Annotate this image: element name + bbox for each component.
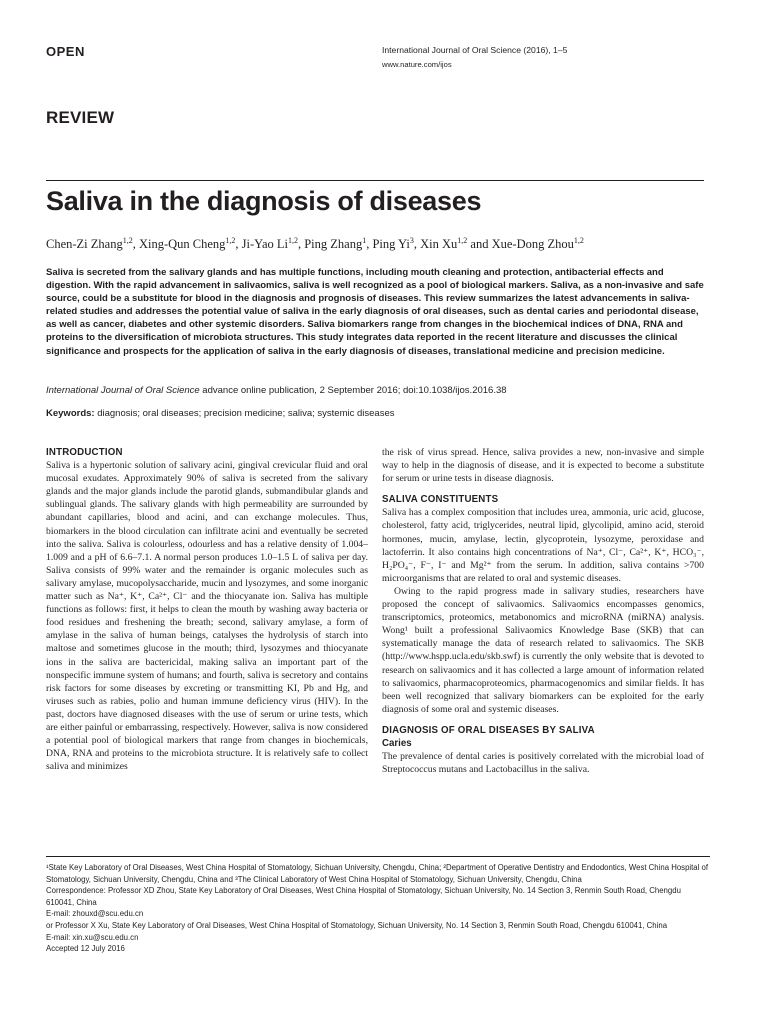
keywords-list: diagnosis; oral diseases; precision medicine; saliva; systemic diseases (97, 408, 395, 419)
author-name: Chen-Zi Zhang (46, 237, 123, 252)
footnote-divider (46, 856, 710, 857)
section-heading-oral-diseases: DIAGNOSIS OF ORAL DISEASES BY SALIVA (382, 724, 595, 736)
keywords-label: Keywords: (46, 408, 95, 419)
article-type-label: REVIEW (46, 108, 115, 127)
introduction-paragraph-continued: the risk of virus spread. Hence, saliva provides a new, non-invasive and simple way to help in the diagnosis of disease, and it is expected to become a substitute for serum or urine tests in disease diagnosis. (382, 447, 704, 485)
author-name: Ping Yi (372, 237, 410, 252)
author-affiliation: 1,2 (225, 236, 236, 245)
author-name: Xing-Qun Cheng (138, 237, 226, 252)
citation-details: advance online publication, 2 September 2016; doi:10.1038/ijos.2016.38 (199, 385, 507, 396)
caries-paragraph: The prevalence of dental caries is positively correlated with the microbial load of Streptococcus mutans and Lactobacillus in the saliva. (382, 751, 704, 776)
author-affiliation: 1 (362, 236, 367, 245)
open-access-label: OPEN (46, 44, 85, 59)
correspondence-footnote: Correspondence: Professor XD Zhou, State Key Laboratory of Oral Diseases, West China Hospital of Stomatology, Sichuan University, No. 14 Section 3, Renmin South Road, Chengdu 610041, China (46, 886, 681, 907)
author-name: Ping Zhang (304, 237, 363, 252)
author-affiliation: 3 (409, 236, 414, 245)
right-column (382, 446, 704, 776)
title-divider (46, 180, 704, 181)
accepted-date: Accepted 12 July 2016 (46, 944, 125, 954)
author-affiliation: 1,2 (457, 236, 468, 245)
author-list: Chen-Zi Zhang$^{1,2}$, Xing-Qun Cheng$^{1,2}$, Ji-Yao Li$^{1,2}$, Ping Zhang$^1$, Ping Yi$^3$, Xin Xu$^{1,2}$ and Xue-Dong Zhou$^{1,2}$ (46, 236, 584, 252)
correspondence-footnote-alt: or Professor X Xu, State Key Laboratory of Oral Diseases, West China Hospital of Stomatology, Sichuan University, No. 14 Section 3, Renmin South Road, Chengdu 610041, China (46, 920, 668, 930)
footnotes (46, 862, 710, 955)
author-name: Xue-Dong Zhou (491, 237, 574, 252)
citation-line (46, 384, 710, 397)
email-xu[interactable]: E-mail: xin.xu@scu.edu.cn (46, 932, 139, 942)
journal-citation-header: International Journal of Oral Science (2016), 1–5 (382, 45, 568, 55)
left-column (46, 446, 368, 773)
affiliations-footnote: ¹State Key Laboratory of Oral Diseases, West China Hospital of Stomatology, Sichuan University, Chengdu, China; ²Department of Operative Dentistry and Endodontics, West China Hospital of Stomatology, Sichuan University, Chengdu, China and ³The Clinical Laboratory of West China Hospital of Stomatology, Sichuan University, Chengdu, China (46, 863, 709, 884)
keywords-line (46, 408, 395, 419)
constituents-paragraph-1: Saliva has a complex composition that includes urea, ammonia, uric acid, glucose, cholesterol, fatty acid, triglycerides, neutral lipid, glycolipid, amino acid, steroid hormones, mucin, amylase, lectin, glycoprotein, lysozyme, peroxidase and lactoferrin. It also contains high concentrations of Na⁺, Cl⁻, Ca²⁺, K⁺, HCO₃⁻, H₂PO₄⁻, F⁻, I⁻ and Mg²⁺ from the serum. In addition, saliva contains >700 microorganisms that are related to oral and systemic diseases. (382, 507, 704, 584)
introduction-paragraph: Saliva is a hypertonic solution of salivary acini, gingival crevicular fluid and oral mucosal exudates. Approximately 90% of saliva is secreted from the salivary glands and the major glands include the parotid glands, submandibular glands and sublingual glands. The salivary glands with high permeability are surrounded by abundant capillaries, blood and acini, and can exchange molecules. Thus, biomarkers in the blood circulation can infiltrate acini and eventually be secreted into the saliva. Saliva is colourless, odourless and has a relative density of 1.004–1.009 and a pH of 6.6–7.1. A normal person produces 1.0–1.5 L of saliva per day. Saliva consists of 99% water and the remainder is organic molecules such as salivary amylase, mucopolysaccharide, mucin and lysozymes, and some inorganic matter such as Na⁺, K⁺, Ca²⁺, Cl⁻ and the thiocyanate ion. Saliva has multiple functions as follows: first, it helps to clean the mouth by washing away bacteria or food residues and freshening the breath; second, salivary amylase, a form of amylase in the saliva of human beings, catalyses the hydrolysis of starch into maltose and sometimes glucose in the mouth; third, lysozymes and thiocyanate ions in the saliva are bactericidal, making saliva an important part of the nonspecific immune system of humans; and fourth, saliva is secretory and contains risk factors for some diseases by excreting or transmitting KI, Pb and Hg, and viruses such as rabies, polio and human immune deficiency virus (HIV). In the past, doctors have diagnosed diseases with the use of serum or urine tests, which are either painful or embarrassing, respectively. However, saliva is now considered a potential pool of biological markers that range from changes in biochemicals, DNA, RNA and proteins to the microbiota structure. It is relatively safe to collect saliva and minimizes (46, 460, 368, 773)
paper-title: Saliva in the diagnosis of diseases (46, 186, 482, 216)
section-heading-introduction: INTRODUCTION (46, 447, 123, 458)
email-zhou[interactable]: E-mail: zhouxd@scu.edu.cn (46, 909, 144, 919)
section-heading-saliva-constituents: SALIVA CONSTITUENTS (382, 494, 499, 506)
constituents-paragraph-2: Owing to the rapid progress made in salivary studies, researchers have proposed the concept of salivaomics. Salivaomics encompasses genomics, transcriptomics, proteomics, metabonomics and microRNA (miRNA) analysis. Wong¹ built a professional Salivaomics Knowledge Base (SKB) that can systematically manage the data of research related to salivaomics. The SKB (http://www.hspp.ucla.edu/skb.swf) is currently the only website that is devoted to research on salivaomics and it has collected a large amount of information related to salivaomics, pharmacoproteomics, pharmacogenomics and similar fields. It has been well recognized that salivary biomarkers can be exploited for the early diagnosis of some oral and systemic diseases. (382, 585, 704, 715)
subsection-heading-caries: Caries (382, 737, 412, 749)
abstract: Saliva is secreted from the salivary glands and has multiple functions, including mouth cleaning and protection, antibacterial effects and digestion. With the rapid advancement in salivaomics, saliva is well recognized as a pool of biological markers. Saliva, as a non-invasive and safe source, could be a substitute for blood in the diagnosis and prognosis of diseases. This review summarizes the latest advancements in saliva-related studies and addresses the potential value of saliva in the early diagnosis of oral diseases, such as dental caries and periodontal disease, as well as cancer, diabetes and other systemic disorders. Saliva biomarkers range from changes in the biochemical indices of DNA, RNA and proteins to the diversification of microbiota structures. This study integrates data reported in the recent literature and discusses the clinical significance and prospects for the application of saliva in the early diagnosis of diseases, translational medicine and precision medicine. (46, 267, 704, 357)
author-affiliation: 1,2 (122, 236, 133, 245)
author-name: Ji-Yao Li (241, 237, 288, 252)
author-affiliation: 1,2 (573, 236, 584, 245)
citation-journal: International Journal of Oral Science (46, 385, 200, 396)
author-name: Xin Xu (420, 237, 458, 252)
journal-url[interactable]: www.nature.com/ijos (382, 60, 452, 69)
author-affiliation: 1,2 (287, 236, 298, 245)
